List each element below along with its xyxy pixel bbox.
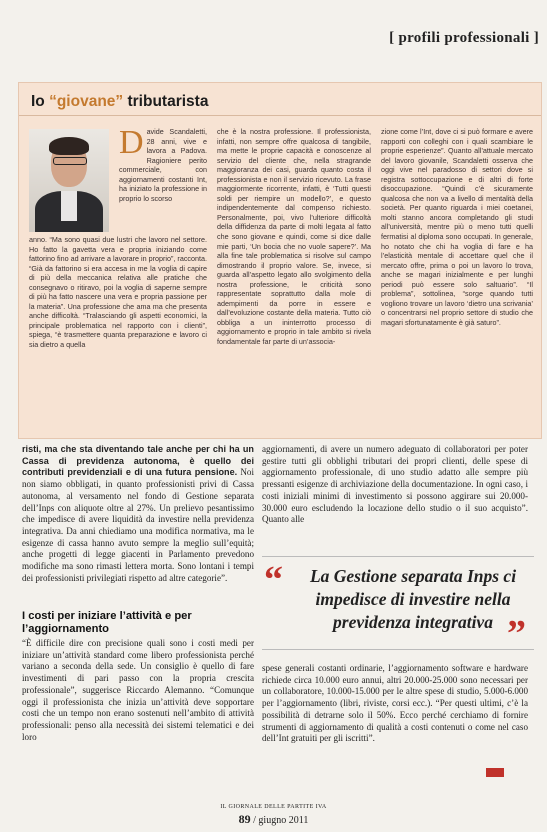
subhead-costs: I costi per iniziare l’attività e per l’aggiornamento (22, 610, 192, 635)
box-column-3: zione come l’Int, dove ci si può formare e avere rapporti con colleghi con i quali scambiare le proprie esperienze”. Quanto all’attuale mercato del lavoro giovanile, Scandaletti osserva che oggi vive nel paradosso di settori dove si registra sottoccupazione e di altri di forte disoccupazione. “Quindi c’è sicuramente qualcosa che non va a livello di mentalità della società. Per quanto riguarda i miei coetanei, molti stanno ancora completando gli studi all’università, mentre più o meno tutti quelli fermatisi al diploma sono occupati. In generale, ho notato che chi ha voglia di fare e ha l’elasticità mentale di accettare quel che il mercato offre, prima o poi un lavoro lo trova, anche se magari inizialmente e per lunghi periodi può essere solo saltuario”. “Il problema”, sottolinea, “sorge quando tutti vogliono trovare un lavoro ‘dietro una scrivania’ o concentrarsi nel proprio settore di studio che magari sfortunatamente è già saturo”. (381, 127, 533, 327)
article-right-top: aggiornamenti, di avere un numero adeguato di collaboratori per poter gestire tutti gli obblighi tributari dei propri clienti, delle spese di aggiornamento professionale, di uno studio adatto alle sempre più pressanti esigenze di archiviazione della documentazione. In ogni caso, i costi iniziali minimi di investimento si possono aggirare sui 20.000-30.000 euro escludendo la locazione dello studio o il suo acquisto”. Quanto alle (262, 444, 528, 525)
box-column-1: Davide Scandaletti, 28 anni, vive e lavora a Padova. Ragioniere perito commerciale, con aggiornamenti costanti Int, ha iniziato la professione in proprio lo scorso (119, 124, 207, 203)
publication-name: IL GIORNALE DELLE PARTITE IVA (220, 804, 327, 810)
profile-box (18, 82, 542, 439)
article-costs: “È difficile dire con precisione quali sono i costi medi per iniziare un’attività standard come libero professionista perché variano a seconda della sede. Un consiglio è quello di fare investimenti di pari passo con la propria crescita professionale”, suggerisce Riccardo Alemanno. “Comunque oggi il professionista che inizia un’attività deve sopportare costi che un tempo non erano sostenuti nell’ambito di attività professionali: penso alla necessità dei sistemi telematici e dei loro (22, 638, 254, 742)
box-title: Io “giovane” tributarista (31, 93, 209, 110)
portrait-photo (29, 129, 109, 232)
article-right-bottom: spese generali costanti ordinarie, l’aggiornamento software e hardware richiede circa 10.000 euro annui, altri 20.000-25.000 sono necessari per un collaboratore, 10.000-15.000 per le altre spese di studio, 5.000-6.000 per l’aggiornamento (libri, riviste, corsi ecc.). “Per questi ultimi, c’è la possibilità di detrarne solo il 50%. Ecco perché cerchiamo di fornire strumenti di aggiornamento di qualità a costi contenuti o come nel caso dell’Int gratuiti per gli iscritti”. (262, 663, 528, 744)
end-mark (486, 768, 504, 777)
pull-quote (262, 556, 534, 655)
lead-bold: risti, ma che sta diventando tale anche per chi ha un Cassa di previdenza autonoma, è quello dei contributi previdenziali e di una futura pensione. (22, 444, 254, 478)
box-column-1-cont: anno. “Ma sono quasi due lustri che lavoro nel settore. Ho fatto la gavetta vera e propria iniziando come fattorino fino ad arrivare a lavorare in proprio”, racconta. “Già da fattorino si era accesa in me la voglia di capire di più della meccanica relativa alle pratiche che consegnavo o ritiravo, poi la voglia di saperne sempre di più ha fatto nascere una vera e propria passione per la materia”. Una professione che ama ma che presenta anche difficoltà. “Tralasciando gli aspetti economici, la principale problematica nel rapporto con i clienti”, spiega, “è trasmettere quanta preparazione e lavoro ci sia dietro a quella (29, 235, 207, 350)
box-rule (19, 115, 541, 116)
quote-open-mark: “ (264, 559, 283, 601)
box-column-2: che è la nostra professione. Il professionista, infatti, non sempre offre qualcosa di tangibile, ma mette le proprie capacità e conoscenze al servizio del cliente che, nella stragrande maggioranza dei casi, guarda quanto costa il professionista e non il servizio ricevuto. La frase maggiormente ricorrente, infatti, è ‘Tutti questi soldi per riempire un modello?’, e questo indipendentemente dal compenso richiesto. Personalmente, poi, vivo l’ulteriore difficoltà della diffidenza da parte di molti legata al fatto che sono giovane e quindi, come si dice dalle mie parti, ‘Un bocia che no vuole sapere?’. Ma alla fine tale problematica si risolve sul campo dimostrando il proprio valore. Se, invece, si guarda all’aspetto legato allo svolgimento della nostra professione, le criticità sono rappresentate soprattutto dalla mole di adempimenti da porre in essere e dall’evoluzione costante della materia. Tutto ciò obbliga a un ininterrotto processo di aggiornamento e proprio in tale ambito si rivela fondamentale far parte di un’associa- (217, 127, 371, 347)
page-footer (0, 804, 547, 827)
section-tag: [ profili professionali ] (389, 30, 539, 46)
pull-quote-text: La Gestione separata Inps ci impedisce di investire nella previdenza integrativa (309, 566, 517, 632)
page-number: 89 / giugno 2011 (238, 812, 309, 826)
quote-close-mark: ” (507, 613, 526, 655)
article-lead: risti, ma che sta diventando tale anche per chi ha un Cassa di previdenza autonoma, è quello dei contributi previdenziali e di una futura pensione. Noi non siamo obbligati, in quanto professionisti privi di Cassa autonoma, al versamento nel fondo di Gestione separata dell’Inps con aliquote oltre al 27%. Un prelievo pesantissimo che impedisce di avere liquidità da investire nella previdenza integrativa. Da anni chiediamo una modifica normativa, ma le esigenze di cassa hanno avuto sempre la meglio sull’equità; anche progetti di legge giacenti in Parlamento prevedono modifiche ma sono rimasti lettera morta. Sono lontani i tempi dei professionisti privilegiati rispetto ad altre categorie”. (22, 444, 254, 583)
dropcap: D (119, 124, 144, 161)
